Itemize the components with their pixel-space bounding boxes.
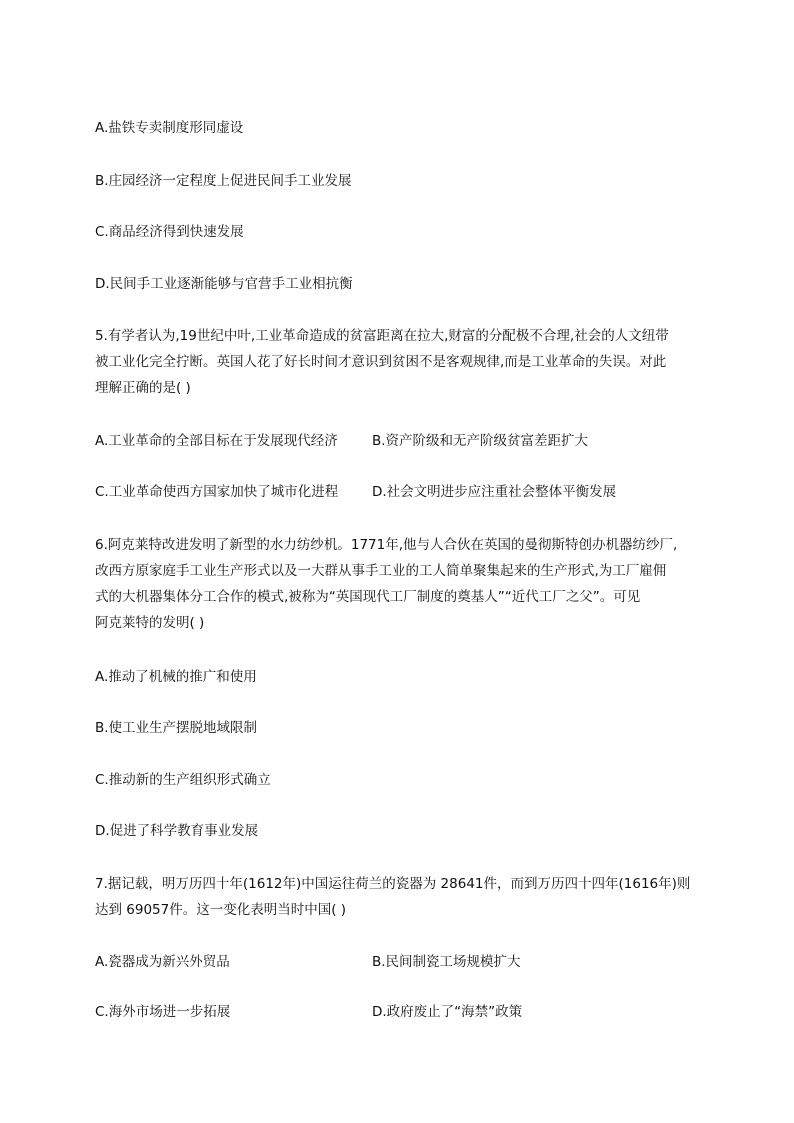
q7-stem-line: 7.据记载，明万历四十年(1612年)中国运往荷兰的瓷器为 28641件，而到万历四十四年(1616年)则 bbox=[95, 876, 691, 892]
q7-stem bbox=[95, 871, 705, 923]
q5-stem-line: 5.有学者认为,19世纪中叶,工业革命造成的贫富距离在拉大,财富的分配极不合理,社会的人文纽带 bbox=[95, 328, 669, 344]
q5-stem-line: 理解正确的是( ) bbox=[95, 380, 191, 396]
q6-option-c: C.推动新的生产组织形式确立 bbox=[95, 772, 271, 788]
q5-stem bbox=[95, 323, 705, 401]
q7-option-c: C.海外市场进一步拓展 bbox=[95, 1004, 231, 1020]
q6-option-a: A.推动了机械的推广和使用 bbox=[95, 669, 257, 685]
q4-option-a: A.盐铁专卖制度形同虚设 bbox=[95, 120, 244, 136]
q7-option-b: B.民间制瓷工场规模扩大 bbox=[372, 954, 521, 970]
q6-stem-line: 阿克莱特的发明( ) bbox=[95, 615, 205, 631]
q7-stem-line: 达到 69057件。这一变化表明当时中国( ) bbox=[95, 902, 347, 918]
q6-stem-line: 改西方原家庭手工业生产形式以及一大群从事手工业的工人简单聚集起来的生产形式,为工厂雇佣 bbox=[95, 563, 667, 579]
q4-option-c: C.商品经济得到快速发展 bbox=[95, 224, 244, 240]
q7-option-a: A.瓷器成为新兴外贸品 bbox=[95, 954, 230, 970]
q4-option-d: D.民间手工业逐渐能够与官营手工业相抗衡 bbox=[95, 276, 353, 292]
q6-stem-line: 式的大机器集体分工合作的模式,被称为“英国现代工厂制度的奠基人”“近代工厂之父”。可见 bbox=[95, 589, 641, 605]
q5-option-b: B.资产阶级和无产阶级贫富差距扩大 bbox=[372, 433, 589, 449]
q5-option-a: A.工业革命的全部目标在于发展现代经济 bbox=[95, 433, 338, 449]
q7-option-d: D.政府废止了“海禁”政策 bbox=[372, 1004, 523, 1020]
q6-stem bbox=[95, 532, 705, 636]
q5-option-d: D.社会文明进步应注重社会整体平衡发展 bbox=[372, 484, 617, 500]
q5-stem-line: 被工业化完全拧断。英国人花了好长时间才意识到贫困不是客观规律,而是工业革命的失误。对此 bbox=[95, 354, 667, 370]
q6-option-d: D.促进了科学教育事业发展 bbox=[95, 823, 259, 839]
q6-stem-line: 6.阿克莱特改进发明了新型的水力纺纱机。1771年,他与人合伙在英国的曼彻斯特创办机器纺纱厂, bbox=[95, 537, 678, 553]
q4-option-b: B.庄园经济一定程度上促进民间手工业发展 bbox=[95, 173, 352, 189]
q5-option-c: C.工业革命使西方国家加快了城市化进程 bbox=[95, 484, 339, 500]
q6-option-b: B.使工业生产摆脱地域限制 bbox=[95, 720, 258, 736]
